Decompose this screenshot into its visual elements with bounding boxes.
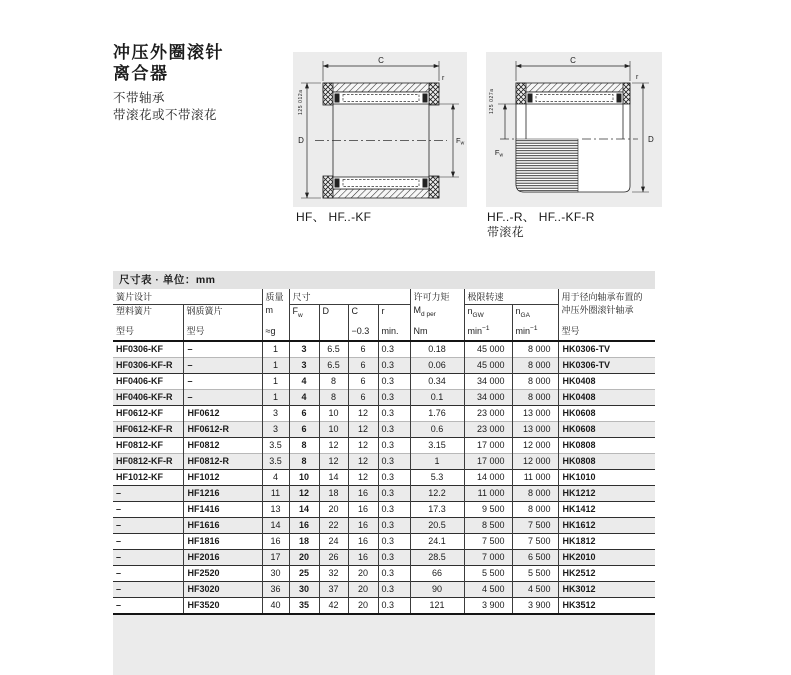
cell-ngw: 3 900 <box>464 598 512 615</box>
cell-fw: 6 <box>289 422 319 438</box>
header-fw: $F_w$ <box>289 304 319 320</box>
cell-plastic: – <box>113 550 183 566</box>
cell-m: 36 <box>262 582 289 598</box>
cell-nga: 8 000 <box>512 374 558 390</box>
cell-hk: HK0808 <box>558 454 655 470</box>
cell-nga: 4 500 <box>512 582 558 598</box>
header-r: r <box>378 304 410 320</box>
cell-ngw: 7 500 <box>464 534 512 550</box>
cell-r: 0.3 <box>378 422 410 438</box>
cell-fw: 10 <box>289 470 319 486</box>
cell-r: 0.3 <box>378 598 410 615</box>
cell-d: 6.5 <box>319 341 348 358</box>
figure1-caption: HF、 HF..-KF <box>296 210 372 224</box>
cell-m: 30 <box>262 566 289 582</box>
cell-hk: HK0608 <box>558 422 655 438</box>
cell-steel: – <box>183 390 262 406</box>
cell-d: 20 <box>319 502 348 518</box>
cell-md: 90 <box>410 582 464 598</box>
cell-steel: HF1216 <box>183 486 262 502</box>
cell-nga: 13 000 <box>512 422 558 438</box>
cell-m: 4 <box>262 470 289 486</box>
cell-steel: – <box>183 341 262 358</box>
cell-nga: 12 000 <box>512 438 558 454</box>
cell-r: 0.3 <box>378 486 410 502</box>
cell-md: 12.2 <box>410 486 464 502</box>
table-row <box>113 390 655 406</box>
cell-steel: HF1416 <box>183 502 262 518</box>
cell-plastic: HF0812-KF <box>113 438 183 454</box>
cell-plastic: HF0612-KF <box>113 406 183 422</box>
cell-ngw: 7 000 <box>464 550 512 566</box>
cell-ngw: 23 000 <box>464 422 512 438</box>
cell-m: 1 <box>262 358 289 374</box>
cell-ngw: 17 000 <box>464 438 512 454</box>
cell-steel: – <box>183 374 262 390</box>
header-d-empty <box>319 320 348 341</box>
table-row <box>113 518 655 534</box>
header-bearing-model: 型号 <box>558 320 655 341</box>
cell-md: 0.1 <box>410 390 464 406</box>
cell-plastic: – <box>113 598 183 615</box>
cell-steel: HF0812 <box>183 438 262 454</box>
cell-nga: 13 000 <box>512 406 558 422</box>
cell-steel: HF1816 <box>183 534 262 550</box>
cell-hk: HK0306-TV <box>558 341 655 358</box>
cell-c: 6 <box>348 358 378 374</box>
cell-fw: 30 <box>289 582 319 598</box>
cell-m: 3 <box>262 406 289 422</box>
figure-clutch-knurled <box>486 52 662 207</box>
header-mass: 质量 <box>262 289 289 304</box>
cell-plastic: – <box>113 582 183 598</box>
cell-fw: 18 <box>289 534 319 550</box>
cell-ngw: 17 000 <box>464 454 512 470</box>
cell-d: 26 <box>319 550 348 566</box>
cell-r: 0.3 <box>378 550 410 566</box>
cell-r: 0.3 <box>378 438 410 454</box>
cell-plastic: HF0306-KF <box>113 341 183 358</box>
cell-fw: 14 <box>289 502 319 518</box>
table-row <box>113 582 655 598</box>
cell-ngw: 4 500 <box>464 582 512 598</box>
cell-d: 8 <box>319 390 348 406</box>
cell-r: 0.3 <box>378 470 410 486</box>
dim-label-d: D <box>648 135 654 144</box>
cell-m: 1 <box>262 374 289 390</box>
table-row <box>113 550 655 566</box>
cell-r: 0.3 <box>378 390 410 406</box>
header-speed: 极限转速 <box>464 289 558 304</box>
page-title-line2: 离合器 <box>113 64 169 83</box>
cell-fw: 6 <box>289 406 319 422</box>
table-row <box>113 454 655 470</box>
cell-md: 17.3 <box>410 502 464 518</box>
cell-hk: HK0408 <box>558 374 655 390</box>
cell-hk: HK0608 <box>558 406 655 422</box>
page-subtitle-1: 不带轴承 <box>113 91 166 105</box>
cell-fw: 16 <box>289 518 319 534</box>
cell-c: 20 <box>348 582 378 598</box>
cell-c: 16 <box>348 550 378 566</box>
header-c-tolerance: −0.3 <box>348 320 378 341</box>
header-ngw-unit: $\min^{-1}$ <box>464 320 512 341</box>
header-mass-symbol: m <box>262 304 289 320</box>
cell-r: 0.3 <box>378 358 410 374</box>
cell-c: 6 <box>348 390 378 406</box>
table-header <box>113 289 655 341</box>
cell-md: 0.34 <box>410 374 464 390</box>
cell-nga: 8 000 <box>512 341 558 358</box>
figure-code: 125 027a <box>489 88 495 114</box>
cell-c: 20 <box>348 598 378 615</box>
header-r-min: min. <box>378 320 410 341</box>
dim-label-r: r <box>442 75 445 82</box>
header-nga: $n_{GA}$ <box>512 304 558 320</box>
page-title-block <box>113 42 224 124</box>
figure2-caption <box>487 210 595 240</box>
cell-steel: HF2016 <box>183 550 262 566</box>
cell-plastic: HF0406-KF-R <box>113 390 183 406</box>
cell-steel: HF1012 <box>183 470 262 486</box>
cell-c: 12 <box>348 454 378 470</box>
cell-steel: HF2520 <box>183 566 262 582</box>
cell-plastic: – <box>113 534 183 550</box>
cell-m: 16 <box>262 534 289 550</box>
cell-m: 17 <box>262 550 289 566</box>
cell-c: 12 <box>348 422 378 438</box>
cell-ngw: 8 500 <box>464 518 512 534</box>
cell-r: 0.3 <box>378 518 410 534</box>
figure-code: 125 012a <box>298 89 304 115</box>
cell-hk: HK0808 <box>558 438 655 454</box>
cell-ngw: 23 000 <box>464 406 512 422</box>
cell-d: 8 <box>319 374 348 390</box>
cell-hk: HK2010 <box>558 550 655 566</box>
cell-c: 16 <box>348 486 378 502</box>
cell-plastic: – <box>113 486 183 502</box>
cell-md: 0.18 <box>410 341 464 358</box>
cell-c: 6 <box>348 374 378 390</box>
cell-nga: 6 500 <box>512 550 558 566</box>
cell-steel: HF3520 <box>183 598 262 615</box>
dim-label-c: C <box>570 56 576 65</box>
header-bearing-line1: 用于径向轴承布置的 <box>561 292 643 302</box>
cell-hk: HK1812 <box>558 534 655 550</box>
cell-md: 121 <box>410 598 464 615</box>
table-row <box>113 406 655 422</box>
cell-nga: 8 000 <box>512 390 558 406</box>
cell-fw: 4 <box>289 390 319 406</box>
cell-d: 10 <box>319 422 348 438</box>
table-body <box>113 341 655 614</box>
cell-d: 37 <box>319 582 348 598</box>
cell-m: 40 <box>262 598 289 615</box>
cell-hk: HK3012 <box>558 582 655 598</box>
cell-r: 0.3 <box>378 406 410 422</box>
cell-ngw: 14 000 <box>464 470 512 486</box>
cell-md: 28.5 <box>410 550 464 566</box>
header-fw-empty <box>289 320 319 341</box>
dim-label-fw: $F_w$ <box>456 136 465 147</box>
cell-ngw: 34 000 <box>464 390 512 406</box>
header-nga-unit: $\min^{-1}$ <box>512 320 558 341</box>
cell-md: 1 <box>410 454 464 470</box>
cell-d: 18 <box>319 486 348 502</box>
cell-hk: HK1612 <box>558 518 655 534</box>
cell-md: 0.6 <box>410 422 464 438</box>
header-torque-unit: Nm <box>410 320 464 341</box>
cell-fw: 12 <box>289 486 319 502</box>
cell-c: 16 <box>348 518 378 534</box>
cell-r: 0.3 <box>378 582 410 598</box>
cell-nga: 8 000 <box>512 358 558 374</box>
header-d: D <box>319 304 348 320</box>
cell-r: 0.3 <box>378 454 410 470</box>
cell-md: 1.76 <box>410 406 464 422</box>
cell-nga: 7 500 <box>512 534 558 550</box>
cell-fw: 25 <box>289 566 319 582</box>
cell-nga: 8 000 <box>512 486 558 502</box>
cell-m: 3 <box>262 422 289 438</box>
table-row <box>113 374 655 390</box>
header-bearing-line2: 冲压外圈滚针轴承 <box>561 305 634 315</box>
cell-md: 5.3 <box>410 470 464 486</box>
cell-c: 12 <box>348 470 378 486</box>
dim-label-fw: $F_w$ <box>494 148 504 159</box>
cell-r: 0.3 <box>378 502 410 518</box>
page-subtitle-2: 带滚花或不带滚花 <box>113 108 218 122</box>
table-row <box>113 566 655 582</box>
cell-c: 6 <box>348 341 378 358</box>
cell-md: 24.1 <box>410 534 464 550</box>
cell-steel: HF0612 <box>183 406 262 422</box>
cell-c: 12 <box>348 438 378 454</box>
dimension-table-zone <box>113 271 655 675</box>
header-steel-model: 型号 <box>183 320 262 341</box>
cell-ngw: 45 000 <box>464 341 512 358</box>
table-row <box>113 598 655 615</box>
cell-plastic: – <box>113 566 183 582</box>
page-footer-block <box>113 615 655 675</box>
cell-hk: HK0408 <box>558 390 655 406</box>
cell-fw: 8 <box>289 438 319 454</box>
cell-plastic: HF0306-KF-R <box>113 358 183 374</box>
table-row <box>113 486 655 502</box>
cell-nga: 7 500 <box>512 518 558 534</box>
cell-plastic: HF0612-KF-R <box>113 422 183 438</box>
cell-ngw: 11 000 <box>464 486 512 502</box>
cell-d: 12 <box>319 438 348 454</box>
cell-nga: 12 000 <box>512 454 558 470</box>
cell-c: 16 <box>348 534 378 550</box>
table-row <box>113 534 655 550</box>
cell-steel: HF0612-R <box>183 422 262 438</box>
header-md: $M_{d per}$ <box>410 304 464 320</box>
header-torque: 许可力矩 <box>410 289 464 304</box>
cell-md: 0.06 <box>410 358 464 374</box>
table-row <box>113 358 655 374</box>
cell-r: 0.3 <box>378 341 410 358</box>
figure2-caption-line1: HF..-R、 HF..-KF-R <box>487 210 595 224</box>
cell-d: 6.5 <box>319 358 348 374</box>
cell-fw: 3 <box>289 341 319 358</box>
cell-hk: HK2512 <box>558 566 655 582</box>
header-spring-design: 簧片设计 <box>113 289 262 304</box>
cell-fw: 20 <box>289 550 319 566</box>
header-plastic: 塑料簧片 <box>113 304 183 320</box>
dimension-table <box>113 289 655 615</box>
cell-md: 20.5 <box>410 518 464 534</box>
cell-d: 24 <box>319 534 348 550</box>
figure2-caption-line2: 带滚花 <box>487 225 524 239</box>
cell-m: 11 <box>262 486 289 502</box>
cell-steel: HF0812-R <box>183 454 262 470</box>
cell-d: 14 <box>319 470 348 486</box>
cell-plastic: HF0812-KF-R <box>113 454 183 470</box>
cell-c: 12 <box>348 406 378 422</box>
cell-hk: HK3512 <box>558 598 655 615</box>
cell-r: 0.3 <box>378 374 410 390</box>
cell-m: 13 <box>262 502 289 518</box>
cell-m: 1 <box>262 341 289 358</box>
header-c: C <box>348 304 378 320</box>
table-row <box>113 502 655 518</box>
header-plastic-model: 型号 <box>113 320 183 341</box>
dim-label-r: r <box>636 74 639 81</box>
cell-steel: – <box>183 358 262 374</box>
cell-ngw: 45 000 <box>464 358 512 374</box>
cell-ngw: 34 000 <box>464 374 512 390</box>
table-row <box>113 470 655 486</box>
cell-d: 22 <box>319 518 348 534</box>
header-dims: 尺寸 <box>289 289 410 304</box>
cell-ngw: 5 500 <box>464 566 512 582</box>
cell-plastic: – <box>113 518 183 534</box>
cell-nga: 3 900 <box>512 598 558 615</box>
cell-d: 32 <box>319 566 348 582</box>
header-mass-unit: ≈g <box>262 320 289 341</box>
cell-hk: HK0306-TV <box>558 358 655 374</box>
figure-clutch-section <box>293 52 467 207</box>
cell-fw: 4 <box>289 374 319 390</box>
cell-r: 0.3 <box>378 534 410 550</box>
cell-m: 1 <box>262 390 289 406</box>
dim-label-d: D <box>298 136 304 145</box>
cell-steel: HF1616 <box>183 518 262 534</box>
cell-c: 20 <box>348 566 378 582</box>
cell-hk: HK1412 <box>558 502 655 518</box>
cell-plastic: – <box>113 502 183 518</box>
cell-r: 0.3 <box>378 566 410 582</box>
table-row <box>113 341 655 358</box>
cell-m: 3.5 <box>262 438 289 454</box>
table-title-bar: 尺寸表 · 单位：mm <box>113 271 655 289</box>
dim-label-c: C <box>378 56 384 65</box>
cell-c: 16 <box>348 502 378 518</box>
cell-hk: HK1212 <box>558 486 655 502</box>
cell-plastic: HF0406-KF <box>113 374 183 390</box>
cell-ngw: 9 500 <box>464 502 512 518</box>
cell-plastic: HF1012-KF <box>113 470 183 486</box>
page-title: 冲压外圈滚针 <box>113 43 224 62</box>
cell-md: 3.15 <box>410 438 464 454</box>
cell-m: 3.5 <box>262 454 289 470</box>
clutch-knurled-drawing <box>486 52 662 207</box>
cell-nga: 5 500 <box>512 566 558 582</box>
cell-nga: 8 000 <box>512 502 558 518</box>
cell-steel: HF3020 <box>183 582 262 598</box>
cell-hk: HK1010 <box>558 470 655 486</box>
cell-fw: 3 <box>289 358 319 374</box>
cell-d: 42 <box>319 598 348 615</box>
table-row <box>113 438 655 454</box>
cell-d: 10 <box>319 406 348 422</box>
table-row <box>113 422 655 438</box>
header-ngw: $n_{GW}$ <box>464 304 512 320</box>
cell-nga: 11 000 <box>512 470 558 486</box>
cell-fw: 35 <box>289 598 319 615</box>
header-steel: 钢质簧片 <box>183 304 262 320</box>
cell-fw: 8 <box>289 454 319 470</box>
cell-m: 14 <box>262 518 289 534</box>
cell-d: 12 <box>319 454 348 470</box>
cell-md: 66 <box>410 566 464 582</box>
clutch-section-drawing <box>293 52 467 207</box>
